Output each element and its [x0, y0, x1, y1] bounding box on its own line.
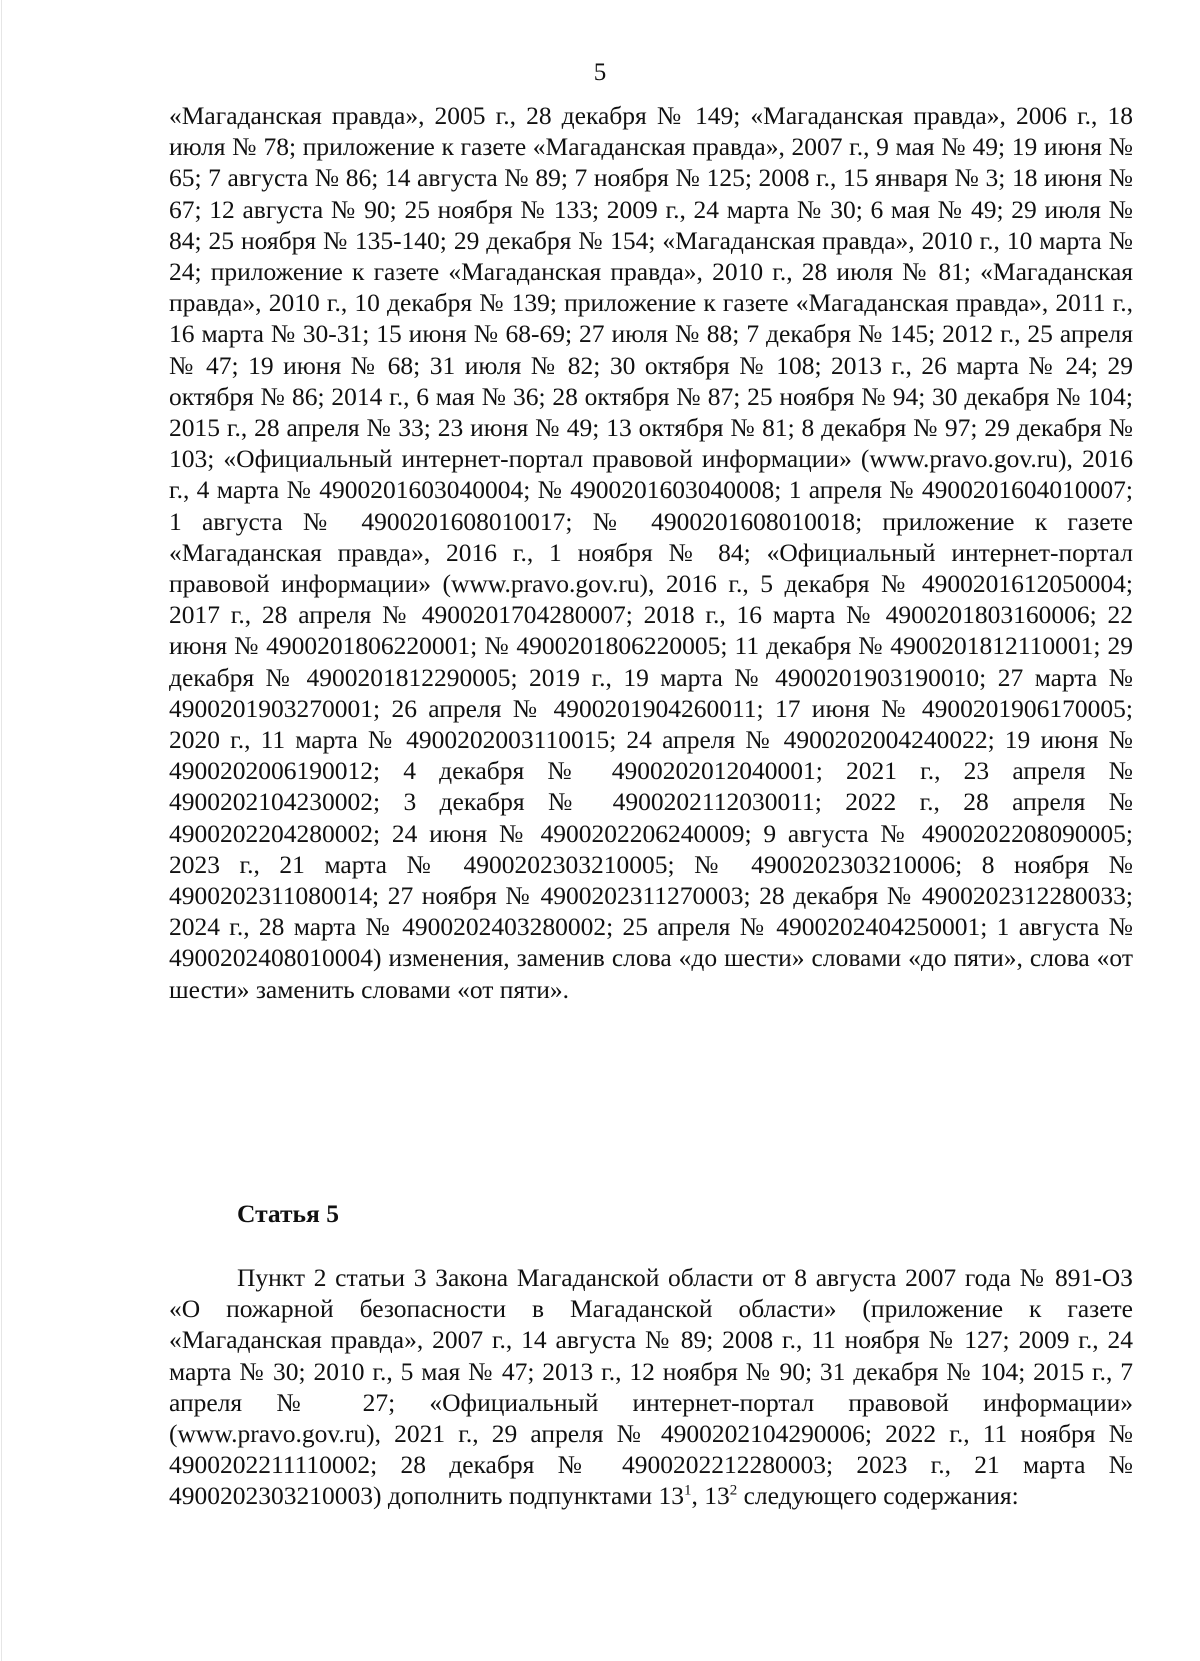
article-5-heading: Статья 5 — [237, 1199, 339, 1228]
page-number: 5 — [593, 59, 607, 86]
scan-edge-line — [1, 0, 2, 1661]
article-5-text-main: Пункт 2 статьи 3 Закона Магаданской области от 8 августа 2007 года № 891-ОЗ «О пожарной безопасности в Магаданской области» (приложение к газете «Магаданская правда», 2007 г., 14 августа № 89; 2008 г., 11 ноября № 127; 2009 г., 24 марта № 30; 2010 г., 5 мая № 47; 2013 г., 12 ноября № 90; 31 декабря № 104; 2015 г., 7 апреля № 27; «Официальный интернет-портал правовой информации» (www.pravo.gov.ru), 2021 г., 29 апреля № 4900202104290006; 2022 г., 11 ноября № 4900202211110002; 28 декабря № 4900202212280003; 2023 г., 21 марта № 4900202303210003) дополнить подпунктами 13 — [169, 1263, 1133, 1511]
superscript-1: 1 — [683, 1482, 692, 1499]
article-5-paragraph — [169, 1262, 1133, 1512]
paragraph-publication-list: «Магаданская правда», 2005 г., 28 декабря № 149; «Магаданская правда», 2006 г., 18 июля № 78; приложение к газете «Магаданская правда», 2007 г., 9 мая № 49; 19 июня № 65; 7 августа № 86; 14 августа № 89; 7 ноября № 125; 2008 г., 15 января № 3; 18 июня № 67; 12 августа № 90; 25 ноября № 133; 2009 г., 24 марта № 30; 6 мая № 49; 29 июля № 84; 25 ноября № 135-140; 29 декабря № 154; «Магаданская правда», 2010 г., 10 марта № 24; приложение к газете «Магаданская правда», 2010 г., 28 июля № 81; «Магаданская правда», 2010 г., 10 декабря № 139; приложение к газете «Магаданская правда», 2011 г., 16 марта № 30-31; 15 июня № 68-69; 27 июля № 88; 7 декабря № 145; 2012 г., 25 апреля № 47; 19 июня № 68; 31 июля № 82; 30 октября № 108; 2013 г., 26 марта № 24; 29 октября № 86; 2014 г., 6 мая № 36; 28 октября № 87; 25 ноября № 94; 30 декабря № 104; 2015 г., 28 апреля № 33; 23 июня № 49; 13 октября № 81; 8 декабря № 97; 29 декабря № 103; «Официальный интернет-портал правовой информации» (www.pravo.gov.ru), 2016 г., 4 марта № 4900201603040004; № 4900201603040008; 1 апреля № 4900201604010007; 1 августа № 4900201608010017; № 4900201608010018; приложение к газете «Магаданская правда», 2016 г., 1 ноября № 84; «Официальный интернет-портал правовой информации» (www.pravo.gov.ru), 2016 г., 5 декабря № 4900201612050004; 2017 г., 28 апреля № 4900201704280007; 2018 г., 16 марта № 4900201803160006; 22 июня № 4900201806220001; № 4900201806220005; 11 декабря № 4900201812110001; 29 декабря № 4900201812290005; 2019 г., 19 марта № 4900201903190010; 27 марта № 4900201903270001; 26 апреля № 4900201904260011; 17 июня № 4900201906170005; 2020 г., 11 марта № 4900202003110015; 24 апреля № 4900202004240022; 19 июня № 4900202006190012; 4 декабря № 4900202012040001; 2021 г., 23 апреля № 4900202104230002; 3 декабря № 4900202112030011; 2022 г., 28 апреля № 4900202204280002; 24 июня № 4900202206240009; 9 августа № 4900202208090005; 2023 г., 21 марта № 4900202303210005; № 4900202303210006; 8 ноября № 4900202311080014; 27 ноября № 4900202311270003; 28 декабря № 4900202312280033; 2024 г., 28 марта № 4900202403280002; 25 апреля № 4900202404250001; 1 августа № 4900202408010004) изменения, заменив слова «до шести» словами «до пяти», слова «от шести» заменить словами «от пяти». — [169, 101, 1133, 1004]
article-5-text-end: следующего содержания: — [737, 1481, 1019, 1511]
article-5-text-between: , 13 — [691, 1481, 730, 1511]
superscript-2: 2 — [729, 1482, 738, 1499]
